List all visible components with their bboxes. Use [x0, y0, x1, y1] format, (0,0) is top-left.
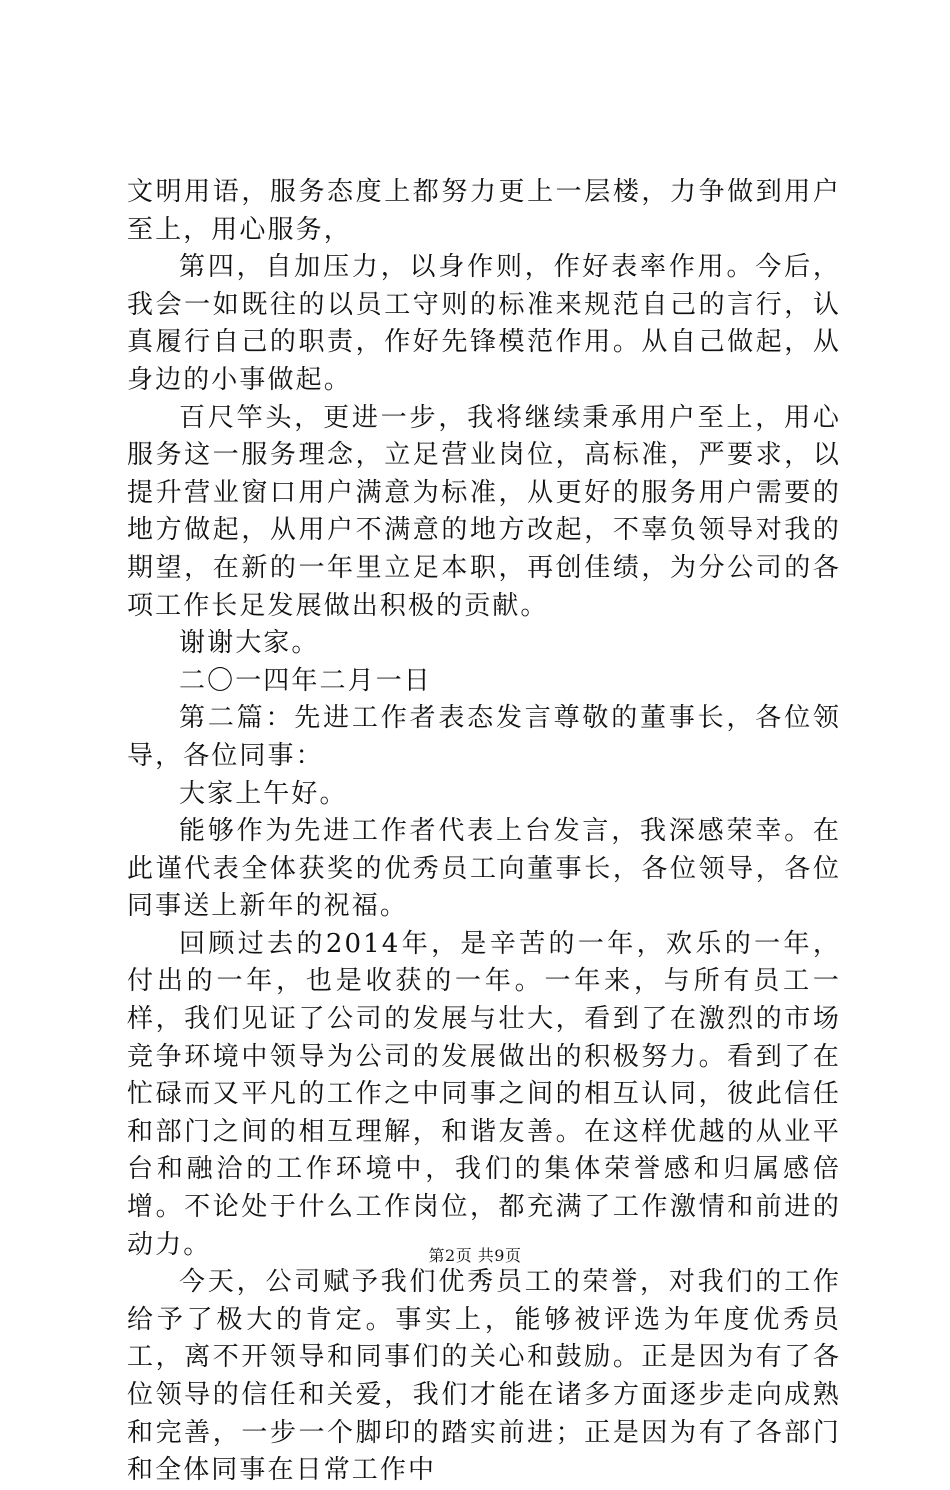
paragraph-today: 今天，公司赋予我们优秀员工的荣誉，对我们的工作给予了极大的肯定。事实上，能够被评选为年度优秀员工，离不开领导和同事们的关心和鼓励。正是因为有了各位领导的信任和关爱，我们才能在诸多方面逐步走向成熟和完善，一步一个脚印的踏实前进；正是因为有了各部门和全体同事在日常工作中 [127, 1267, 841, 1486]
paragraph-review: 回顾过去的2014年，是辛苦的一年，欢乐的一年，付出的一年，也是收获的一年。一年来，与所有员工一样，我们见证了公司的发展与壮大，看到了在激烈的市场竞争环境中领导为公司的发展做出的积极努力。看到了在忙碌而又平凡的工作之中同事之间的相互认同，彼此信任和部门之间的相互理解，和谐友善。在这样优越的从业平台和融洽的工作环境中，我们的集体荣誉感和归属感倍增。不论处于什么工作岗位，都充满了工作激情和前进的动力。 [127, 928, 841, 1260]
paragraph-thanks: 谢谢大家。 [179, 628, 320, 659]
paragraph-continuation: 文明用语，服务态度上都努力更上一层楼，力争做到用户至上，用心服务， [127, 177, 841, 245]
document-body [127, 174, 841, 1490]
paragraph-greeting: 大家上午好。 [179, 778, 348, 809]
paragraph-second-article-title: 第二篇：先进工作者表态发言尊敬的董事长，各位领导，各位同事： [127, 703, 841, 771]
page-footer [0, 1243, 950, 1266]
paragraph-point-four: 第四，自加压力，以身作则，作好表率作用。今后，我会一如既往的以员工守则的标准来规范自己的言行，认真履行自己的职责，作好先锋模范作用。从自己做起，从身边的小事做起。 [127, 252, 841, 395]
paragraph-commitment: 百尺竿头，更进一步，我将继续秉承用户至上，用心服务这一服务理念，立足营业岗位，高标准，严要求，以提升营业窗口用户满意为标准，从更好的服务用户需要的地方做起，从用户不满意的地方改起，不辜负领导对我的期望，在新的一年里立足本职，再创佳绩，为分公司的各项工作长足发展做出积极的贡献。 [127, 402, 841, 621]
page-number-label: 第2页 共9页 [428, 1246, 522, 1265]
paragraph-date: 二〇一四年二月一日 [179, 665, 432, 696]
paragraph-honor: 能够作为先进工作者代表上台发言，我深感荣幸。在此谨代表全体获奖的优秀员工向董事长，各位领导，各位同事送上新年的祝福。 [127, 816, 841, 922]
